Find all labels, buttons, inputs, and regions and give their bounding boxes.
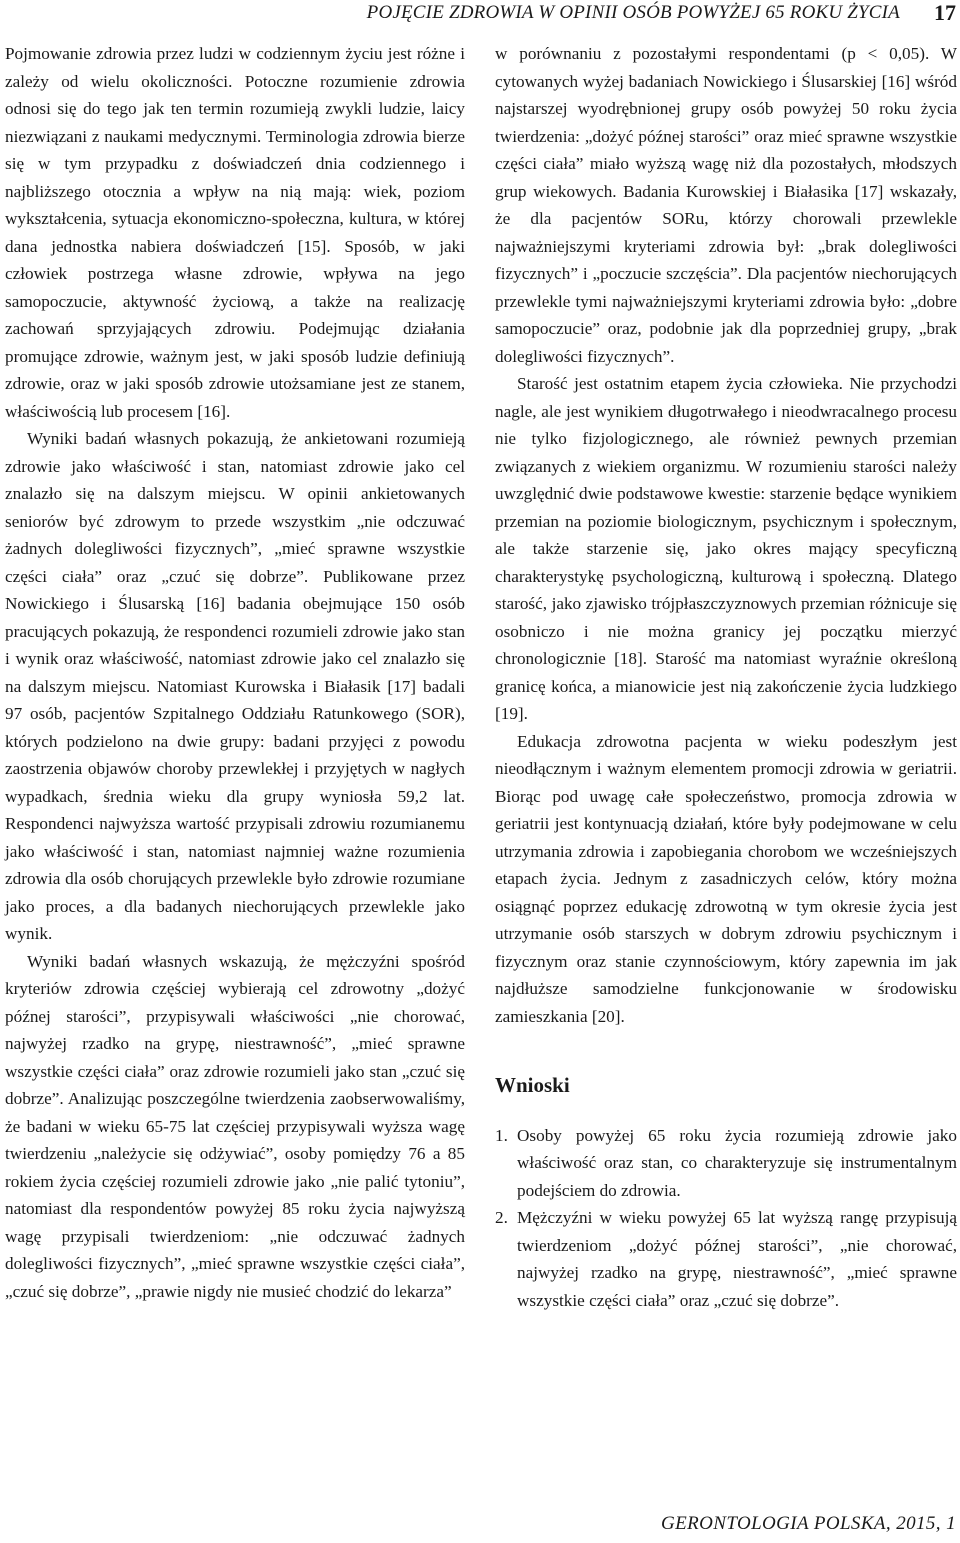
paragraph: Pojmowanie zdrowia przez ludzi w codziennym życiu jest różne i zależy od wielu okoliczności. Potoczne rozumienie zdrowia odnosi się do tego jak ten termin rozumieją zwykli ludzie, laicy niezwiązani z naukami medycznymi. Terminologia zdrowia bierze się w tym przypadku z doświadczeń dnia codziennego i najbliższego otocznia a wpływ na nią mają: wiek, poziom wykształcenia, sytuacja ekonomiczno-społeczna, kultura, w której dana jednostka nabiera doświadczeń [15]. Sposób, w jaki człowiek postrzega własne zdrowie, wpływa na jego samopoczucie, aktywność życiową, a także na realizację zachowań sprzyjających zdrowiu. Podejmując działania promujące zdrowie, ważnym jest, w jaki sposób ludzie definiują zdrowie, oraz w jaki sposób zdrowie utożsamiane jest ze stanem, właściwością lub procesem [16]. <box>5 44 465 421</box>
page-header <box>0 0 960 30</box>
list-item-text: Osoby powyżej 65 roku życia rozumieją zdrowie jako właściwość oraz stan, co charakteryzuje się instrumentalnym podejściem do zdrowia. <box>517 1125 957 1200</box>
right-column <box>495 40 957 1314</box>
list-item-number: 2. <box>495 1208 508 1227</box>
paragraph: Wyniki badań własnych pokazują, że ankietowani rozumieją zdrowie jako właściwość i stan, natomiast zdrowie jako cel znalazło się na dalszym miejscu. W opinii ankietowanych seniorów być zdrowym to przede wszystkim „nie odczuwać żadnych dolegliwości fizycznych”, „mieć sprawne wszystkie części ciała” oraz „czuć się dobrze”. Publikowane przez Nowickiego i Ślusarską [16] badania obejmujące 150 osób pracujących pokazują, że respondenci rozumieli zdrowie jako stan i wynik oraz właściwość, natomiast zdrowie jako cel znalazło się na dalszym miejscu. Natomiast Kurowska i Białasik [17] badali 97 osób, pacjentów Szpitalnego Oddziału Ratunkowego (SOR), których podzielono na dwie grupy: badani przyjęci z powodu zaostrzenia objawów choroby przewlekłej i przyjętych w nagłych wypadkach, średnia wieku dla grupy wyniosła 59,2 lat. Respondenci najwyższa wartość przypisali zdrowiu rozumianemu jako właściwość i stan, natomiast najmniej ważne rozumienia zdrowia dla osób chorujących przewlekle było zdrowie rozumiane jako proces, a dla badanych niechorujących przewlekle jako wynik. <box>5 429 465 943</box>
conclusions-list <box>495 1122 957 1315</box>
page-number: 17 <box>934 0 956 25</box>
paragraph: w porównaniu z pozostałymi respondentami (p < 0,05). W cytowanych wyżej badaniach Nowickiego i Ślusarskiej [16] wśród najstarszej wyodrębnionej grupy osób powyżej 50 roku życia twierdzenia: „dożyć późnej starości” oraz mieć sprawne wszystkie części ciała” miało wyższą wagę niż dla pozostałych, młodszych grup wiekowych. Badania Kurowskiej i Białasika [17] wskazały, że dla pacjentów SORu, którzy chorowali przewlekle najważniejszymi kryteriami zdrowia był: „brak dolegliwości fizycznych” i „poczucie szczęścia”. Dla pacjentów niechorujących przewlekle tymi najważniejszymi kryteriami zdrowia było: „dobre samopoczucie” oraz, podobnie jak dla poprzedniej grupy, „brak dolegliwości fizycznych”. <box>495 44 957 366</box>
list-item <box>495 1122 957 1205</box>
section-heading-conclusions: Wnioski <box>495 1073 570 1097</box>
left-column <box>5 40 465 1305</box>
paragraph: Wyniki badań własnych wskazują, że mężczyźni spośród kryteriów zdrowia częściej wybierają cel zdrowotny „dożyć późnej starości”, przypisywali właściwości „nie chorować, najwyżej rzadko na grypę, niestrawność”, „mieć sprawne wszystkie części ciała” oraz zdrowie rozumieli jako stan „czuć się dobrze”. Analizując poszczególne twierdzenia zaobserwowaliśmy, że badani w wieku 65-75 lat częściej przypisywali wyższa wagę twierdzeniu „należycie się odżywiać”, osoby pomiędzy 76 a 85 rokiem życia częściej rozumieli zdrowie jako „nie palić tytoniu”, natomiast dla respondentów powyżej 85 roku życia najwyższą wagę przypisali twierdzeniom: „nie odczuwać żadnych dolegliwości fizycznych”, „mieć sprawne wszystkie części ciała”, „czuć się dobrze”, „prawie nigdy nie musieć chodzić do lekarza” <box>5 951 465 1301</box>
list-item-number: 1. <box>495 1125 508 1145</box>
running-title: POJĘCIE ZDROWIA W OPINII OSÓB POWYŻEJ 65 ROKU ŻYCIA <box>366 2 900 23</box>
journal-footer: GERONTOLOGIA POLSKA, 2015, 1 <box>661 1513 956 1534</box>
paragraph: Starość jest ostatnim etapem życia człowieka. Nie przychodzi nagle, ale jest wynikiem długotrwałego i nieodwracalnego procesu nie tylko fizjologicznego, ale również pewnych przemian związanych z wiekiem organizmu. W rozumieniu starości należy uwzględnić dwie podstawowe kwestie: starzenie będące wynikiem przemian na poziomie biologicznym, psychicznym i społecznym, ale także starzenie się, jako okres mający specyficzną charakterystykę psychologiczną, kulturową i społeczną. Dlatego starość, jako zjawisko trójpłaszczyznowych przemian różnicuje się osobniczo i nie można granicy jej początku mierzyć chronologicznie [18]. Starość ma natomiast wyraźnie określoną granicę końca, a mianowicie jest nią zakończenie życia ludzkiego [19]. <box>495 374 957 723</box>
list-item <box>495 1204 957 1314</box>
list-item-text: Mężczyźni w wieku powyżej 65 lat wyższą rangę przypisują twierdzeniom „dożyć późnej starości”, „nie chorować, najwyżej rzadko na grypę, niestrawność”, „mieć sprawne wszystkie części ciała” oraz „czuć się dobrze”. <box>517 1208 957 1310</box>
paragraph: Edukacja zdrowotna pacjenta w wieku podeszłym jest nieodłącznym i ważnym elementem promocji zdrowia w geriatrii. Biorąc pod uwagę całe społeczeństwo, promocja zdrowia w geriatrii jest kontynuacją działań, które były podejmowane w celu utrzymania zdrowia i zapobiegania chorobom we wcześniejszych etapach życia. Jednym z zasadniczych celów, który można osiągnąć poprzez edukację zdrowotną w tym okresie życia jest utrzymanie osób starszych w dobrym zdrowiu psychicznym i fizycznym oraz stanie czynnościowym, który zapewnia im jak najdłuższe samodzielne funkcjonowanie w środowisku zamieszkania [20]. <box>495 731 957 1026</box>
